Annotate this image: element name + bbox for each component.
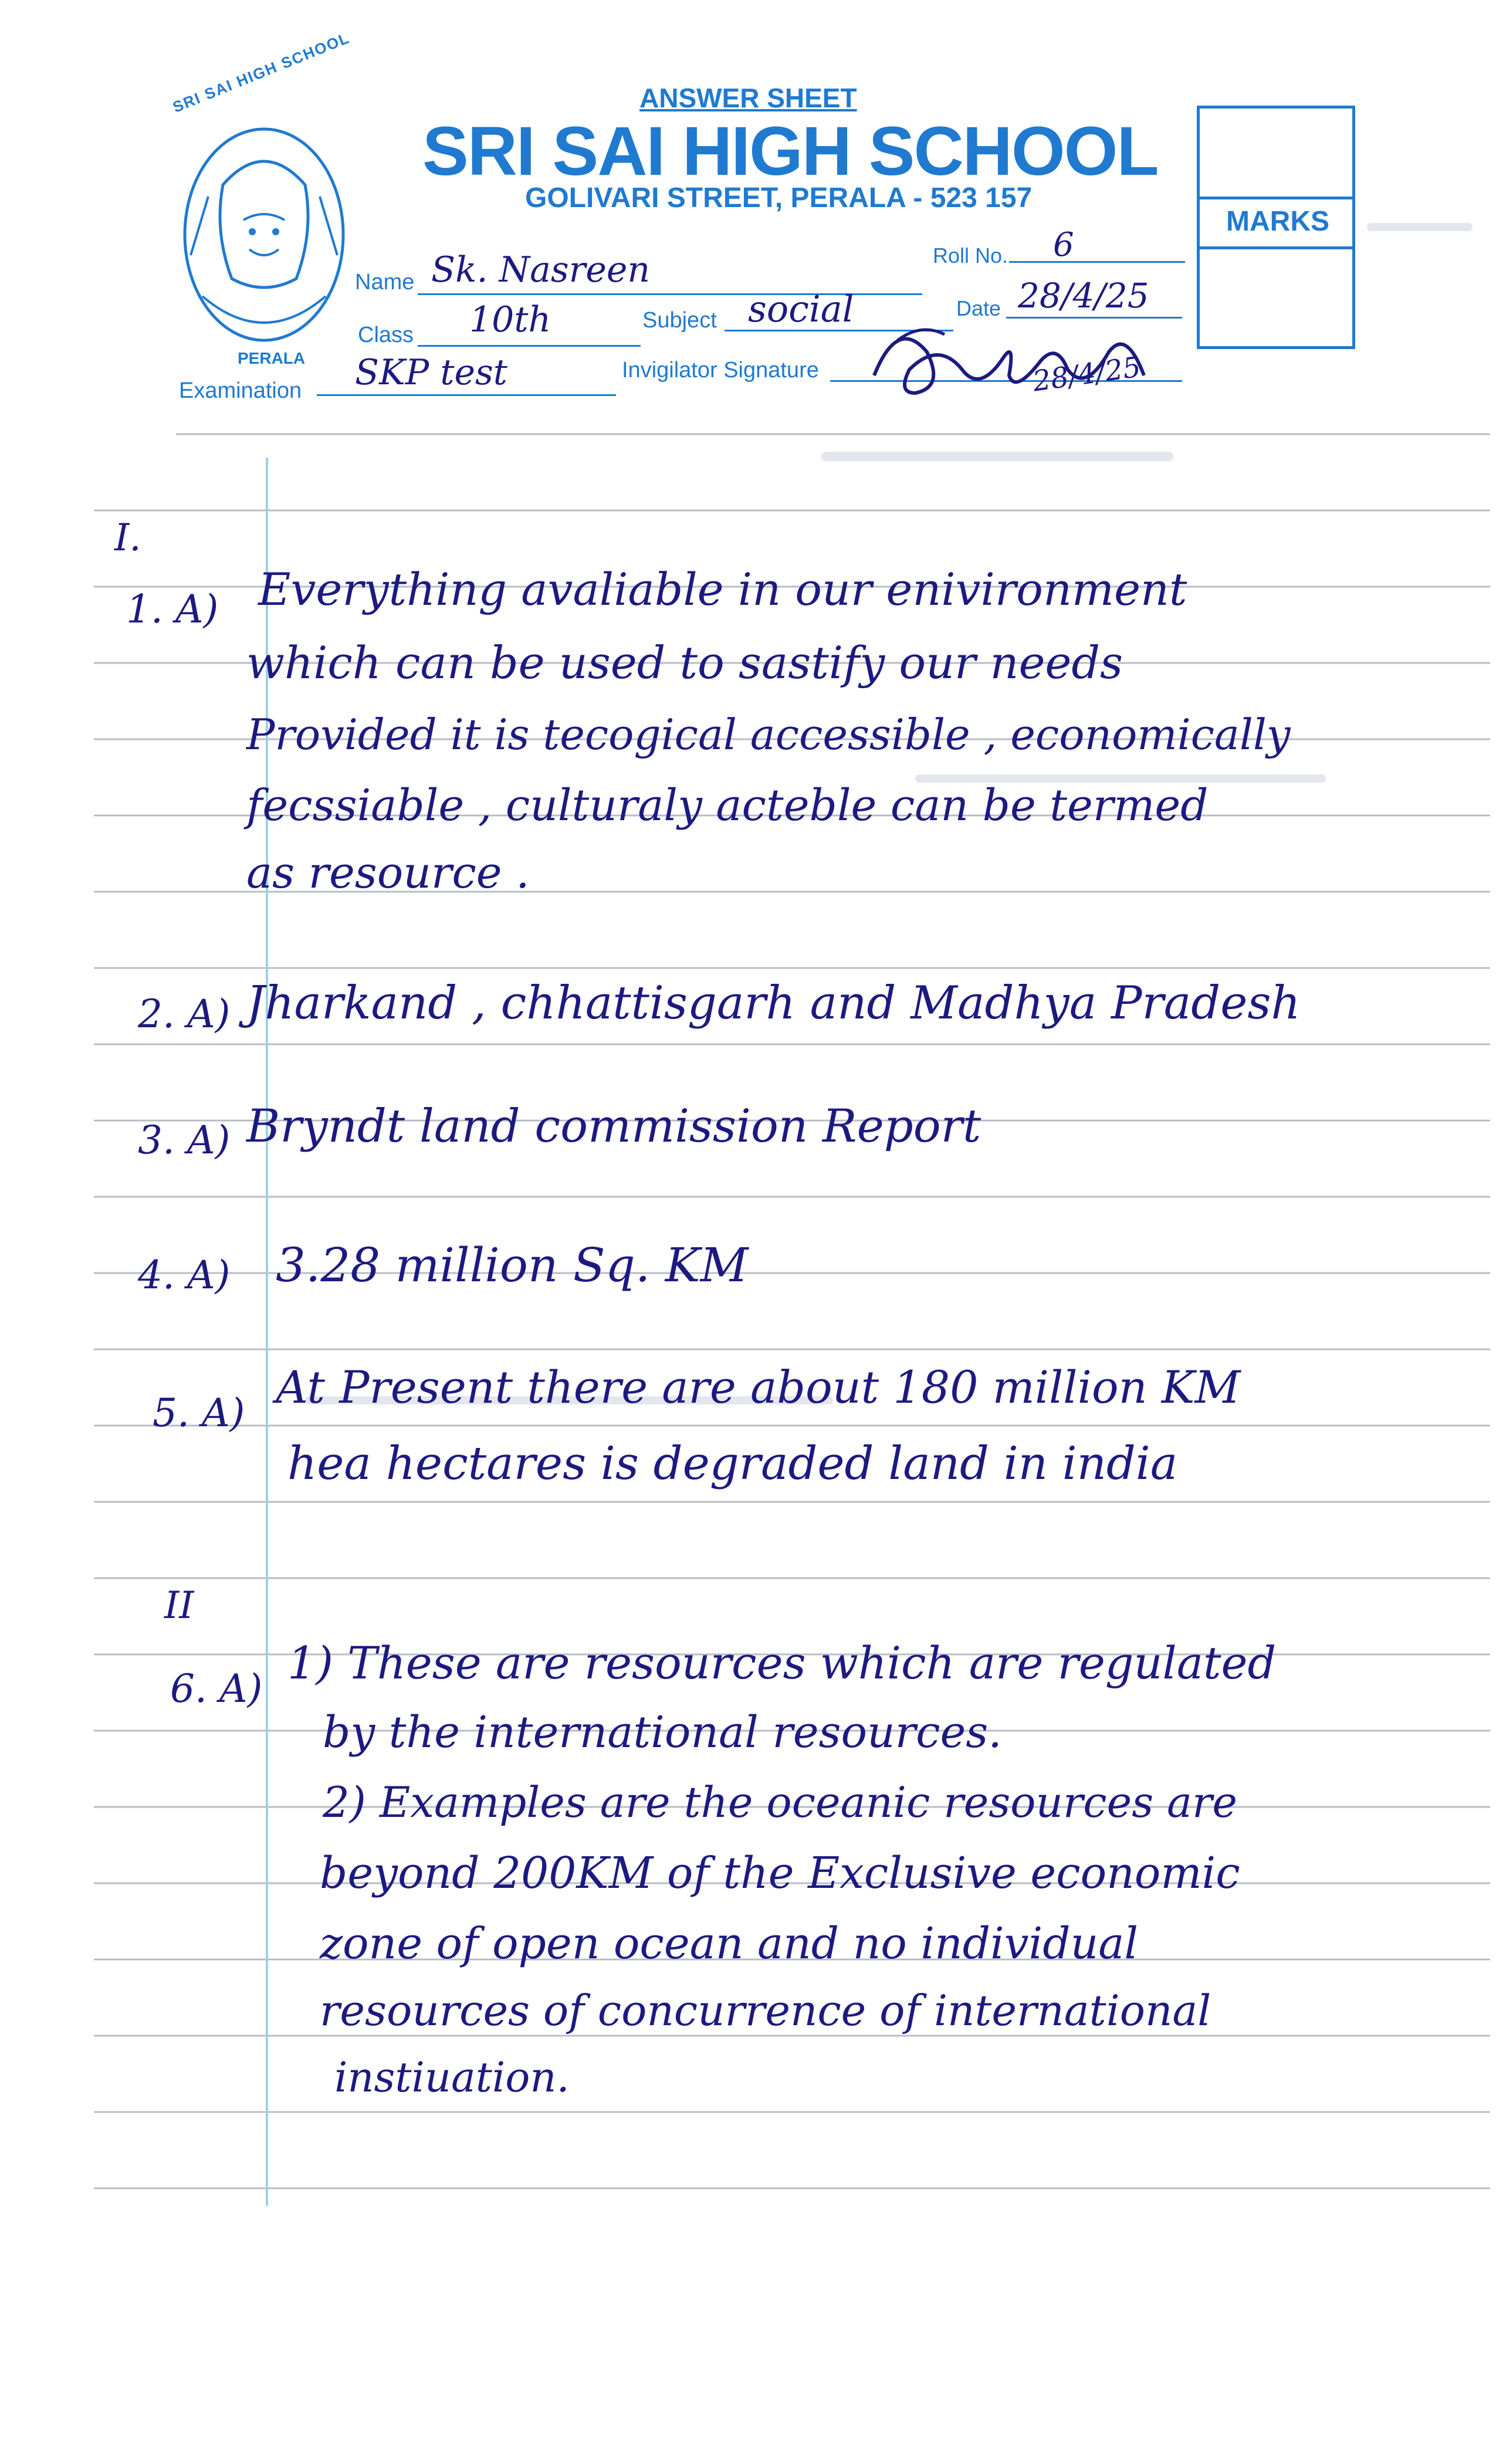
q6-line-4: beyond 200KM of the Exclusive economic	[320, 1848, 1240, 1898]
q1-number: 1. A)	[126, 587, 219, 632]
q2-line-1: Jharkand , chhattisgarh and Madhya Pradesh	[246, 977, 1301, 1030]
exam-value: SKP test	[355, 352, 507, 393]
marks-label: MARKS	[1226, 206, 1329, 237]
subject-value: social	[748, 287, 854, 330]
class-line	[418, 345, 641, 347]
q5-number: 5. A)	[153, 1390, 245, 1436]
name-label: Name	[355, 270, 415, 295]
class-value: 10th	[469, 299, 551, 340]
q1-line-1: Everything avaliable in our enivironment	[258, 563, 1187, 615]
school-logo	[167, 103, 361, 378]
q1-line-3: Provided it is tecogical accessible , economically	[246, 710, 1291, 759]
q1-line-5: as resource .	[246, 848, 530, 898]
q2-number: 2. A)	[138, 991, 231, 1037]
q6-line-5: zone of open ocean and no individual	[320, 1918, 1139, 1969]
logo-top-text: SRI SAI HIGH SCHOOL	[170, 29, 353, 116]
date-label: Date	[956, 296, 1001, 320]
q6-line-2: by the international resources.	[323, 1707, 1002, 1758]
school-name: SRI SAI HIGH SCHOOL	[422, 113, 1158, 190]
q6-line-7: instiuation.	[334, 2053, 570, 2101]
sheet-title: ANSWER SHEET	[639, 83, 857, 113]
roll-value: 6	[1053, 226, 1074, 264]
q6-line-3: 2) Examples are the oceanic resources are	[323, 1778, 1238, 1827]
q6-number: 6. A)	[170, 1666, 263, 1711]
q5-line-2: hea hectares is degraded land in india	[287, 1437, 1178, 1490]
exam-label: Examination	[179, 378, 302, 403]
name-value: Sk. Nasreen	[431, 249, 651, 290]
q6-line-1: 1) These are resources which are regulated	[287, 1637, 1277, 1689]
school-address: GOLIVARI STREET, PERALA - 523 157	[525, 182, 1033, 214]
section-2-heading: II	[164, 1584, 194, 1627]
q4-number: 4. A)	[138, 1253, 231, 1298]
invigilator-signature	[862, 305, 1191, 422]
signature-date: 28/4/25	[1031, 350, 1143, 398]
date-value: 28/4/25	[1018, 276, 1149, 316]
q6-line-6: resources of concurrence of international	[320, 1986, 1211, 2035]
q5-line-1: At Present there are about 180 million KM	[276, 1361, 1241, 1413]
q1-line-2: which can be used to sastify our needs	[246, 637, 1123, 689]
q3-number: 3. A)	[138, 1118, 231, 1163]
marks-box	[1197, 106, 1355, 349]
logo-bottom-text: PERALA	[238, 349, 306, 367]
invigilator-label: Invigilator Signature	[622, 358, 819, 383]
exam-line	[317, 394, 616, 396]
section-1-heading: I.	[114, 516, 141, 560]
class-label: Class	[358, 323, 414, 347]
roll-line	[1009, 261, 1185, 263]
roll-label: Roll No.	[933, 243, 1008, 268]
q1-line-4: fecssiable , culturaly acteble can be termed	[246, 780, 1209, 831]
q4-line-1: 3.28 million Sq. KM	[276, 1238, 749, 1292]
subject-label: Subject	[642, 308, 717, 333]
q3-line-1: Bryndt land commission Report	[246, 1100, 981, 1153]
